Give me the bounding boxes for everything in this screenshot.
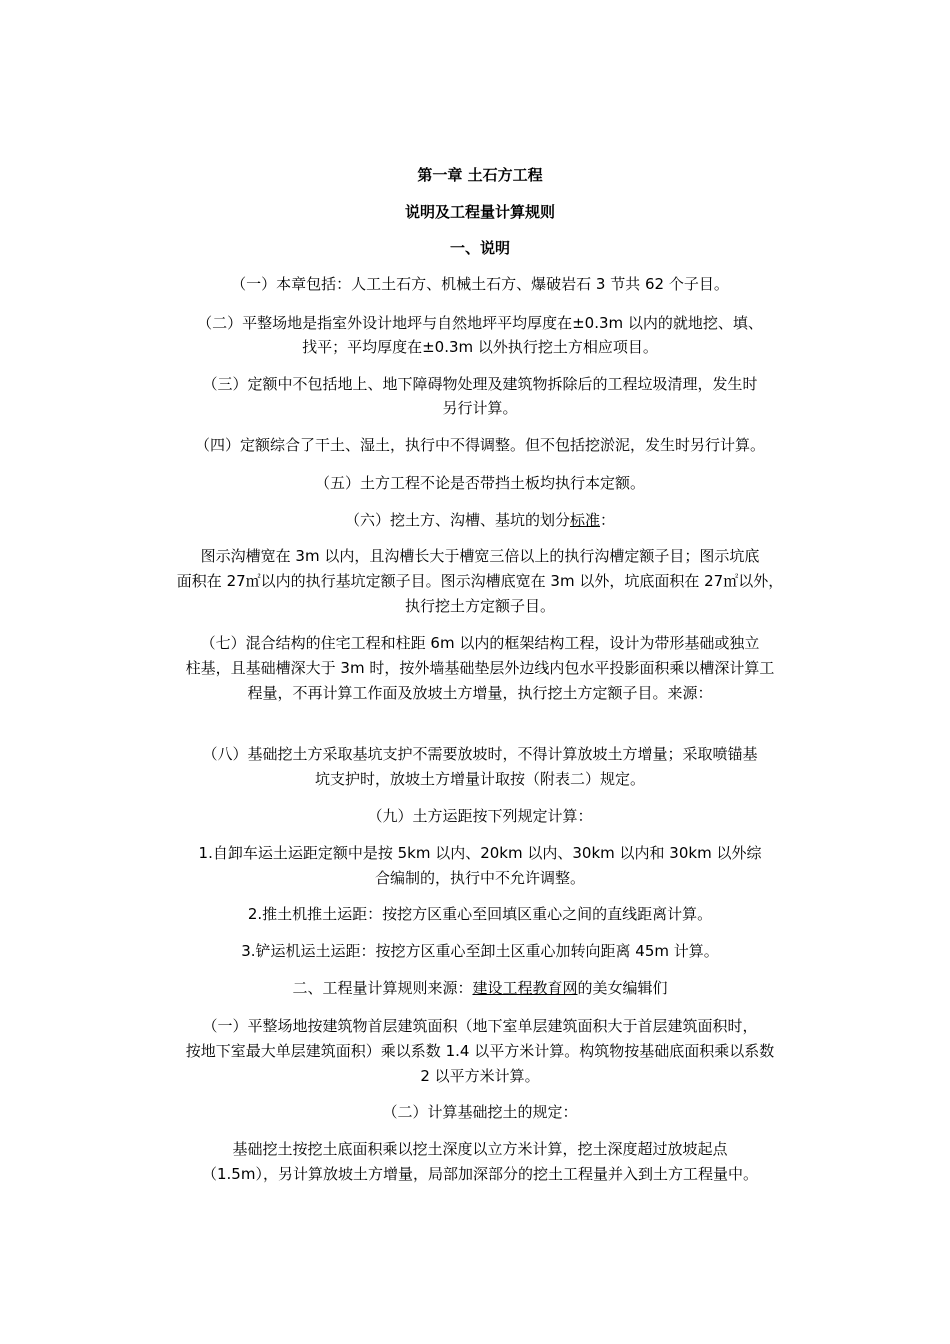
paragraph-2-line-1: （二）平整场地是指室外设计地坪与自然地坪平均厚度在±0.3m 以内的就地挖、填、 [197,314,763,332]
paragraph-2-line-2: 找平；平均厚度在±0.3m 以外执行挖土方相应项目。 [302,338,658,356]
paragraph-7-line-2: 面积在 27㎡以内的执行基坑定额子目。图示沟槽底宽在 3m 以外，坑底面积在 27㎡以外， [176,572,784,590]
paragraph-11-line-2: 合编制的，执行中不允许调整。 [374,869,585,887]
paragraph-15-line-1: （一）平整场地按建筑物首层建筑面积（地下室单层建筑面积大于首层建筑面积时， [202,1017,758,1035]
section-heading-explanation: 一、说明 [449,239,510,257]
paragraph-7-line-3: 执行挖土方定额子目。 [404,597,555,615]
document-subtitle: 说明及工程量计算规则 [404,203,555,221]
paragraph-3-line-2: 另行计算。 [442,399,518,417]
paragraph-10: （九）土方运距按下列规定计算： [367,807,593,825]
chapter-title: 第一章 土石方工程 [417,166,543,184]
paragraph-12: 2.推土机推土运距：按挖方区重心至回填区重心之间的直线距离计算。 [247,905,713,923]
rules-heading-suffix: 的美女编辑们 [577,979,668,997]
paragraph-9-line-2: 坑支护时，放坡土方增量计取按（附表二）规定。 [314,770,645,788]
paragraph-8-line-1: （七）混合结构的住宅工程和柱距 6m 以内的框架结构工程，设计为带形基础或独立 [200,634,760,652]
paragraph-8-line-2: 柱基，且基础槽深大于 3m 时，按外墙基础垫层外边线内包水平投影面积乘以槽深计算工 [185,659,775,677]
rules-heading-text: 二、工程量计算规则来源： [292,979,473,997]
paragraph-7-line-1: 图示沟槽宽在 3m 以内，且沟槽长大于槽宽三倍以上的执行沟槽定额子目；图示坑底 [200,547,760,565]
paragraph-15-line-2: 按地下室最大单层建筑面积）乘以系数 1.4 以平方米计算。构筑物按基础底面积乘以系数 [185,1042,775,1060]
paragraph-17-line-1: 基础挖土按挖土底面积乘以挖土深度以立方米计算，挖土深度超过放坡起点 [232,1140,728,1158]
paragraph-6-text: （六）挖土方、沟槽、基坑的划分 [344,511,570,529]
paragraph-1: （一）本章包括：人工土石方、机械土石方、爆破岩石 3 节共 62 个子目。 [231,275,729,293]
paragraph-16: （二）计算基础挖土的规定： [382,1103,578,1121]
paragraph-5: （五）土方工程不论是否带挡土板均执行本定额。 [314,474,645,492]
paragraph-11-line-1: 1.自卸车运土运距定额中是按 5km 以内、20km 以内、30km 以内和 30km 以外综 [198,844,762,862]
paragraph-17-line-2: （1.5m），另计算放坡土方增量，局部加深部分的挖土工程量并入到土方工程量中。 [202,1165,758,1183]
paragraph-15-line-3: 2 以平方米计算。 [420,1067,540,1085]
paragraph-9-line-1: （八）基础挖土方采取基坑支护不需要放坡时，不得计算放坡土方增量；采取喷锚基 [202,745,758,763]
paragraph-6-colon: ： [600,511,616,529]
standard-link[interactable]: 标准 [569,511,600,529]
source-link[interactable]: 建设工程教育网 [472,979,578,997]
paragraph-6 [140,509,820,531]
paragraph-13: 3.铲运机运土运距：按挖方区重心至卸土区重心加转向距离 45m 计算。 [241,942,719,960]
paragraph-8-line-3: 程量，不再计算工作面及放坡土方增量，执行挖土方定额子目。来源： [247,684,713,702]
paragraph-4: （四）定额综合了干土、湿土，执行中不得调整。但不包括挖淤泥，发生时另行计算。 [194,436,765,454]
paragraph-3-line-1: （三）定额中不包括地上、地下障碍物处理及建筑物拆除后的工程垃圾清理，发生时 [202,375,758,393]
section-heading-rules [140,977,820,999]
